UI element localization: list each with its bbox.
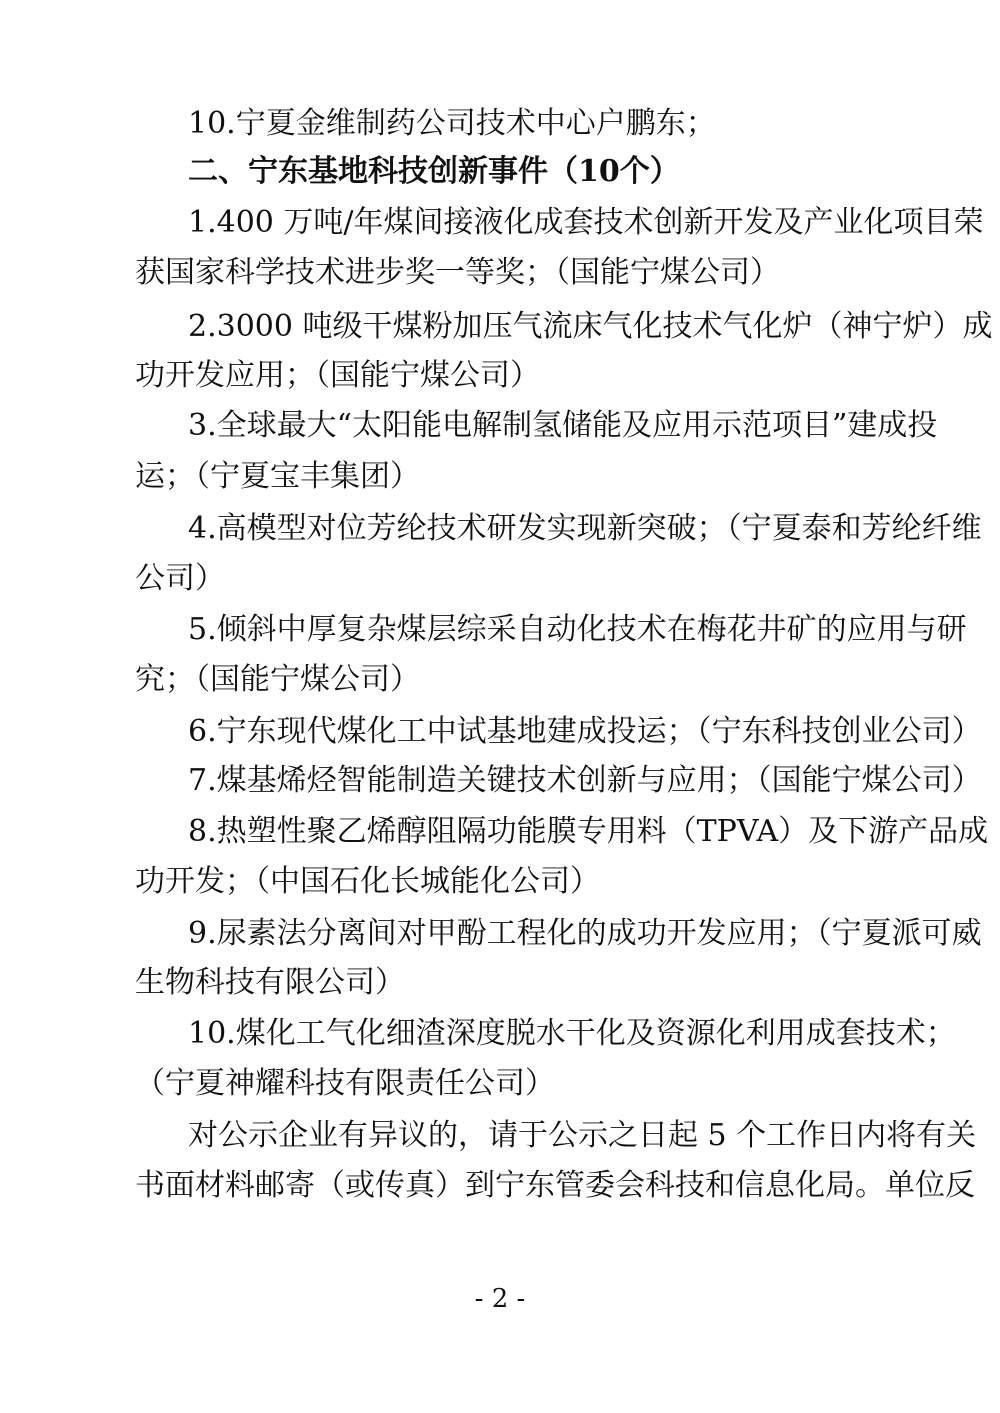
text-line: 4.高模型对位芳纶技术研发实现新突破；（宁夏泰和芳纶纤维 bbox=[188, 511, 982, 546]
text-line: 1.400 万吨/年煤间接液化成套技术创新开发及产业化项目荣 bbox=[188, 205, 984, 240]
text-line: 10.宁夏金维制药公司技术中心户鹏东； bbox=[188, 106, 716, 141]
text-line: 功开发应用；（国能宁煤公司） bbox=[135, 358, 540, 393]
text-line: 获国家科学技术进步奖一等奖；（国能宁煤公司） bbox=[135, 255, 780, 290]
text-line: 8.热塑性聚乙烯醇阻隔功能膜专用料（TPVA）及下游产品成 bbox=[188, 814, 989, 849]
text-line: 6.宁东现代煤化工中试基地建成投运；（宁东科技创业公司） bbox=[188, 714, 982, 749]
text-line: 书面材料邮寄（或传真）到宁东管委会科技和信息化局。单位反 bbox=[135, 1168, 975, 1203]
text-line: 10.煤化工气化细渣深度脱水干化及资源化利用成套技术； bbox=[188, 1016, 956, 1051]
text-line: 3.全球最大“太阳能电解制氢储能及应用示范项目”建成投 bbox=[188, 408, 938, 443]
text-line: 究；（国能宁煤公司） bbox=[135, 662, 420, 697]
text-line: 9.尿素法分离间对甲酚工程化的成功开发应用；（宁夏派可威 bbox=[188, 916, 982, 951]
text-line: 公司） bbox=[135, 561, 225, 596]
text-line: 5.倾斜中厚复杂煤层综采自动化技术在梅花井矿的应用与研 bbox=[188, 612, 967, 647]
text-line: 对公示企业有异议的，请于公示之日起 5 个工作日内将有关 bbox=[188, 1118, 977, 1153]
text-line: 生物科技有限公司） bbox=[135, 965, 405, 1000]
text-line: 7.煤基烯烃智能制造关键技术创新与应用；（国能宁煤公司） bbox=[188, 763, 982, 798]
page-number: - 2 - bbox=[474, 1284, 526, 1314]
text-line: 功开发；（中国石化长城能化公司） bbox=[135, 864, 600, 899]
text-line: （宁夏神耀科技有限责任公司） bbox=[135, 1066, 555, 1101]
text-line: 运；（宁夏宝丰集团） bbox=[135, 459, 420, 494]
text-line: 2.3000 吨级干煤粉加压气流床气化技术气化炉（神宁炉）成 bbox=[188, 309, 993, 344]
section-heading: 二、宁东基地科技创新事件（10个） bbox=[188, 154, 680, 189]
